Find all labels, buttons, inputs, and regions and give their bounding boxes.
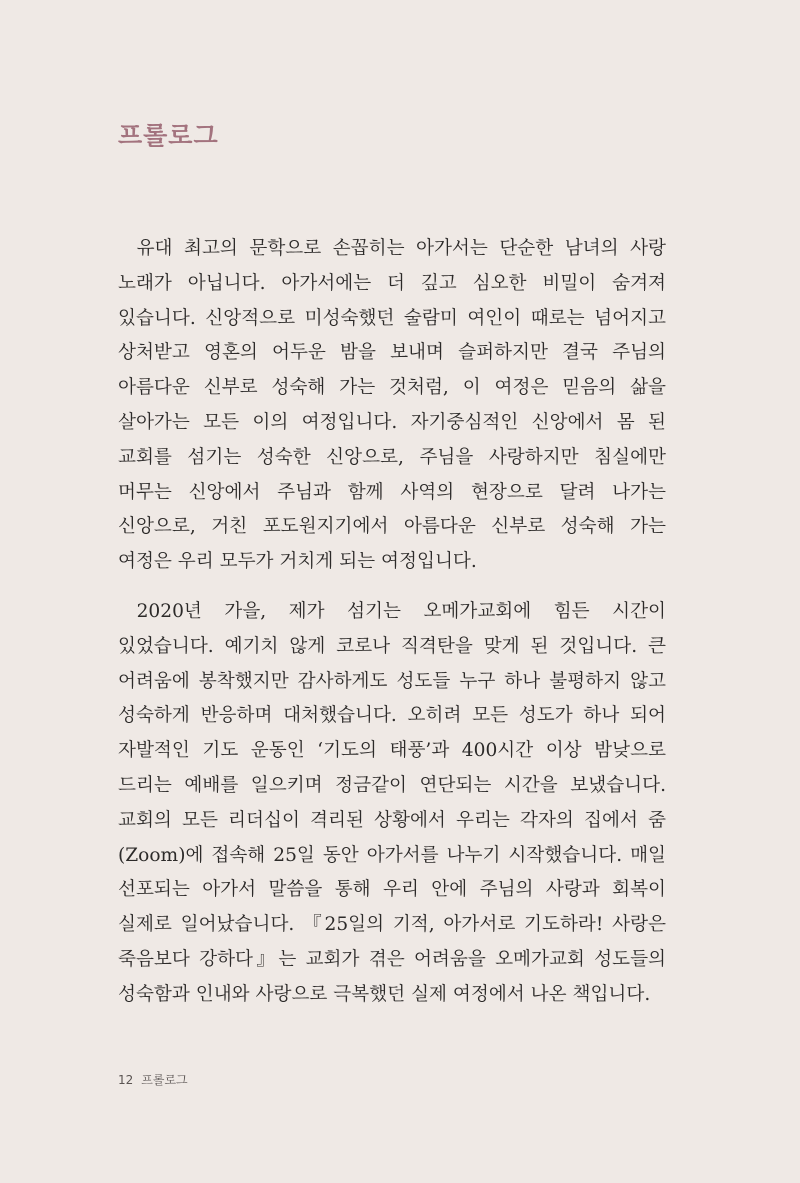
- page-footer: [118, 1072, 188, 1088]
- page-title: 프롤로그: [118, 121, 219, 150]
- page-number: 12: [118, 1073, 134, 1087]
- body-paragraph: 유대 최고의 문학으로 손꼽히는 아가서는 단순한 남녀의 사랑 노래가 아닙니다. 아가서에는 더 깊고 심오한 비밀이 숨겨져 있습니다. 신앙적으로 미성숙했던 술람미 여인이 때로는 넘어지고 상처받고 영혼의 어두운 밤을 보내며 슬퍼하지만 결국 주님의 아름다운 신부로 성숙해 가는 것처럼, 이 여정은 믿음의 삶을 살아가는 모든 이의 여정입니다. 자기중심적인 신앙에서 몸 된 교회를 섬기는 성숙한 신앙으로, 주님을 사랑하지만 침실에만 머무는 신앙에서 주님과 함께 사역의 현장으로 달려 나가는 신앙으로, 거친 포도원지기에서 아름다운 신부로 성숙해 가는 여정은 우리 모두가 거치게 되는 여정입니다.: [118, 238, 666, 573]
- running-section-title: 프롤로그: [141, 1073, 188, 1087]
- body-paragraph: 2020년 가을, 제가 섬기는 오메가교회에 힘든 시간이 있었습니다. 예기치 않게 코로나 직격탄을 맞게 된 것입니다. 큰 어려움에 봉착했지만 감사하게도 성도들 누구 하나 불평하지 않고 성숙하게 반응하며 대처했습니다. 오히려 모든 성도가 하나 되어 자발적인 기도 운동인 ‘기도의 태풍’과 400시간 이상 밤낮으로 드리는 예배를 일으키며 정금같이 연단되는 시간을 보냈습니다. 교회의 모든 리더십이 격리된 상황에서 우리는 각자의 집에서 줌(Zoom)에 접속해 25일 동안 아가서를 나누기 시작했습니다. 매일 선포되는 아가서 말씀을 통해 우리 안에 주님의 사랑과 회복이 실제로 일어났습니다. 『25일의 기적, 아가서로 기도하라! 사랑은 죽음보다 강하다』는 교회가 겪은 어려움을 오메가교회 성도들의 성숙함과 인내와 사랑으로 극복했던 실제 여정에서 나온 책입니다.: [118, 601, 666, 1005]
